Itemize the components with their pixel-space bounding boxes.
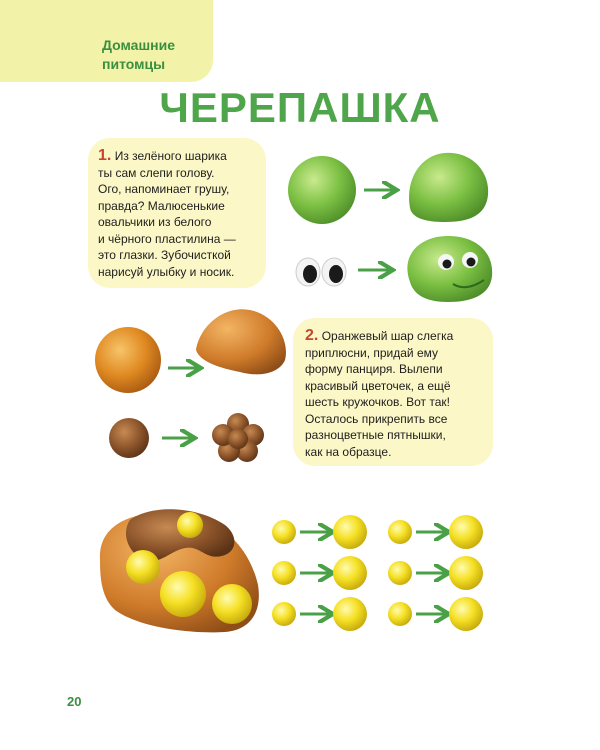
step-1-line: ты сам слепи голову. [98, 165, 215, 180]
step-2-line: как на образце. [305, 444, 392, 459]
step-2-line: приплюсни, придай ему [305, 345, 439, 360]
eyes-pieces [296, 258, 346, 286]
step-2-line: разноцветные пятнышки, [305, 428, 446, 442]
page-title: ЧЕРЕПАШКА [159, 84, 441, 131]
page-number: 20 [67, 694, 82, 709]
green-ball [288, 156, 356, 224]
step-1-line: овальчики из белого [98, 215, 212, 229]
step-2-line: красивый цветочек, а ещё [305, 378, 451, 393]
orange-ball [95, 327, 161, 393]
section-heading-line1: Домашние [102, 37, 175, 53]
step-2-number: 2. [305, 327, 319, 344]
step-1-line: и чёрного пластилина — [98, 231, 236, 246]
step-1-line: Из зелёного шарика [114, 149, 227, 163]
step-2-line: форму панциря. Вылепи [305, 362, 443, 376]
turtle-head [407, 236, 492, 302]
orange-shell [196, 309, 286, 374]
step-1-line: правда? Малюсенькие [98, 198, 225, 213]
step-1-line: это глазки. Зубочисткой [98, 248, 231, 262]
section-heading-line2: питомцы [102, 56, 166, 72]
step-1-line: Ого, напоминает грушу, [98, 182, 230, 196]
brown-ball [109, 418, 149, 458]
step-1-number: 1. [98, 147, 112, 164]
step-2-line: Осталось прикрепить все [305, 411, 448, 426]
yellow-balls-grid [272, 515, 483, 631]
step-2-line: шесть кружочков. Вот так! [305, 395, 450, 409]
step-1-line: нарисуй улыбку и носик. [98, 264, 235, 279]
green-head-blank [409, 153, 488, 222]
step-2-line: Оранжевый шар слегка [321, 329, 454, 343]
finished-shell [100, 509, 259, 632]
brown-flower [212, 413, 264, 462]
